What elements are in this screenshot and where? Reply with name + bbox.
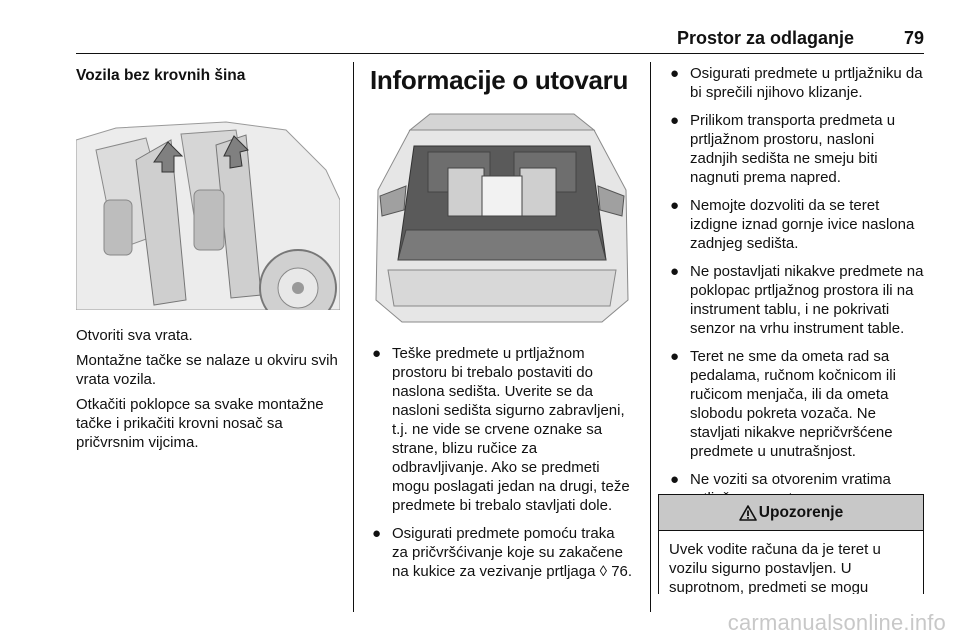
bullet-glyph: ● xyxy=(670,112,680,129)
paragraph: Otkačiti poklopce sa svake montažne tačke i prikačiti krovni nosač sa pričvrsnim vijcima. xyxy=(76,396,324,451)
bullet-glyph: ● xyxy=(670,348,680,365)
column-divider xyxy=(650,62,651,612)
paragraph: Montažne tačke se nalaze u okviru svih vrata vozila. xyxy=(76,352,338,388)
warning-text: Uvek vodite računa da je teret u vozilu sigurno postavljen. U suprotnom, predmeti se mogu xyxy=(669,541,881,594)
list-item xyxy=(668,347,924,461)
bullet-glyph: ● xyxy=(670,263,680,280)
section-heading: Informacije o utovaru xyxy=(370,65,629,95)
left-column xyxy=(76,60,340,458)
list-item xyxy=(668,111,924,187)
page-header xyxy=(76,28,924,54)
list-item-text: Nemojte dozvoliti da se teret izdigne iznad gornje ivice naslona zadnjeg sedišta. xyxy=(690,197,915,252)
list-item-text: Teške predmete u prtljažnom prostoru bi trebalo postaviti do naslona sedišta. Uverite se da nasloni sedišta sigurno zabravljeni, t.j. ne vide se crvene oznake sa strane, blizu ručice za odbravljivanje. Ako se predmeti mogu poslagati jedan na drugi, teže predmete bi trebalo stavljati dole. xyxy=(392,345,630,514)
page-number: 79 xyxy=(903,28,924,48)
warning-triangle-icon xyxy=(739,505,757,521)
header-rule xyxy=(76,53,924,54)
warning-title: Upozorenje xyxy=(758,503,844,521)
bullet-glyph: ● xyxy=(372,345,382,362)
list-item xyxy=(668,64,924,102)
middle-column xyxy=(370,64,634,590)
list-item xyxy=(370,344,634,515)
paragraph: Otvoriti sva vrata. xyxy=(76,327,193,344)
list-item xyxy=(668,262,924,338)
right-column xyxy=(668,64,924,517)
car-doors-illustration xyxy=(76,100,340,310)
list-item xyxy=(668,196,924,253)
loaded-trunk-illustration xyxy=(370,110,634,328)
list-item-text: Prilikom transporta predmeta u prtljažnom prostoru, nasloni zadnjih sedišta ne smeju biti nagnuti prema napred. xyxy=(690,112,896,186)
warning-header xyxy=(659,495,923,531)
bullet-glyph: ● xyxy=(670,65,680,82)
section-title: Prostor za odlaganje xyxy=(676,28,854,48)
list-item-text: Teret ne sme da ometa rad sa pedalama, ručnom kočnicom ili ručicom menjača, ili da ometa slobodu pokreta vozača. Ne stavljati nikakve nepričvršćene predmete u unutrašnjost. xyxy=(690,348,896,460)
bullet-glyph: ● xyxy=(670,471,680,488)
list-item xyxy=(370,524,634,581)
watermark: carmanualsonline.info xyxy=(727,610,946,635)
list-item-text: Osigurati predmete pomoću traka za pričvršćivanje koje su zakačene na kukice za vezivanje prtljaga ◊ 76. xyxy=(392,525,633,580)
bullet-list xyxy=(370,344,634,581)
warning-box xyxy=(658,494,924,594)
list-item-text: Ne voziti sa otvorenim vratima xyxy=(690,471,891,488)
bullet-list xyxy=(668,64,924,508)
section-heading: Vozila bez krovnih šina xyxy=(76,67,246,84)
column-divider xyxy=(353,62,354,612)
bullet-glyph: ● xyxy=(670,197,680,214)
list-item-text: Osigurati predmete u prtljažniku da bi sprečili njihovo klizanje. xyxy=(690,65,923,101)
list-item-text: Ne postavljati nikakve predmete na poklopac prtljažnog prostora ili na instrument tablu, i ne pokrivati senzor na vrhu instrument table. xyxy=(690,263,924,337)
bullet-glyph: ● xyxy=(372,525,382,542)
